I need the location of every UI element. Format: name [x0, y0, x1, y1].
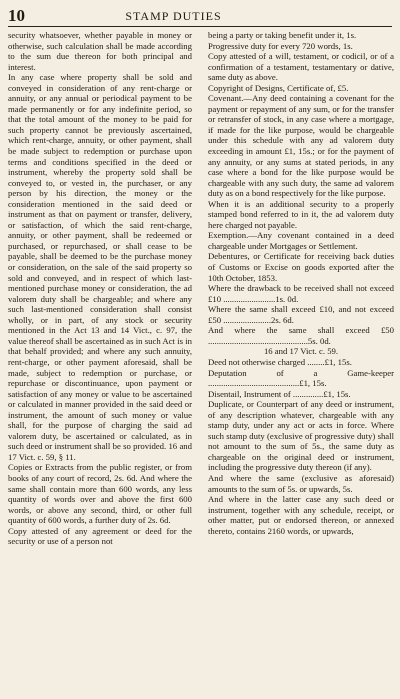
paragraph: Copy attested of any agreement or deed for the security or use of a person not — [8, 525, 192, 547]
paragraph: Deputation of a Game-keeper ..........................................£1, 15s. — [208, 367, 394, 389]
paragraph: Disentail, Instrument of ..............£1, 15s. — [208, 388, 351, 399]
paragraph: 16 and 17 Vict. c. 59. — [263, 346, 339, 357]
paragraph: Progressive duty for every 720 words, 1s. — [208, 40, 353, 51]
paragraph: Copies or Extracts from the public register, or from books of any court of record, 2s. 6d. And where the same shall contain more than 600 words, any less quantity of words over and above the first 600 words, or above any second, third, or other full quantity of 600 words, a further duty of 2s. 6d. — [8, 462, 192, 526]
running-title: STAMP DUTIES — [125, 8, 222, 23]
paragraph: And where the same (exclusive as aforesaid) amounts to the sum of 5s. or upwards, 5s. — [208, 472, 394, 494]
paragraph: And where the same shall exceed £50 ..............................................5s. 0d. — [208, 325, 394, 346]
paragraph: Deed not otherwise charged ........£1, 15s. — [208, 356, 352, 367]
paragraph: Covenant.—Any deed containing a covenant for the payment or repayment of any sum, or for the transfer or retransfer of stock, in any case where a mortgage, if made for the like purpose, would be chargeable under this schedule with any ad valorem duty exceeding in amount £1, 15s.; or for the payment of any annuity, or any sums at stated periods, in any case where a bond for the like purpose would be chargeable with any such duty, the same ad valorem duty as on a bond respectively for the like purpose. — [208, 93, 394, 199]
page-number: 10 — [8, 6, 25, 25]
paragraph: Where the drawback to be received shall not exceed £10 ........................1s. 0d. — [208, 283, 394, 304]
right-column — [208, 30, 394, 692]
paragraph: being a party or taking benefit under it, 1s. — [208, 30, 357, 40]
paragraph: Exemption.—Any covenant contained in a deed chargeable under Mortgages or Settlement. — [208, 230, 394, 251]
paragraph: And where in the latter case any such deed or instrument, together with any schedule, receipt, or other matter, put or endorsed thereon, or annexed thereto, contains 2160 words, or upwards, — [208, 494, 394, 536]
paragraph: When it is an additional security to a properly stamped bond referred to in it, the ad valorem duty here charged not payable. — [208, 198, 394, 230]
paragraph: Copy attested of a will, testament, or codicil, or of a confirmation of a testament, testamentary or dative, same duty as above. — [208, 51, 394, 83]
paragraph: Debentures, or Certificate for receiving back duties of Customs or Excise on goods exported after the 10th October, 1853. — [208, 251, 394, 283]
page-header — [8, 6, 392, 27]
paragraph: Duplicate, or Counterpart of any deed or instrument, of any description whatever, chargeable with any stamp duty, under any act or acts in force. Where such stamp duty (exclusive of progressive duty) shall not amount to the sum of 5s., the same duty as chargeable on the original deed or instrument, including the progressive duty thereon (if any). — [208, 399, 394, 473]
paragraph: Where the same shall exceed £10, and not exceed £50 ......................2s. 6d. — [208, 304, 394, 325]
paragraph: In any case where property shall be sold and conveyed in consideration of any rent-charge or annuity, or any annual or periodical payment to be made permanently or for any indefinite period, so that the total amount of the money to be paid for such property cannot be previously ascertained, which rent-charge, annuity, or other payment, shall be made subject to redemption or purchase upon terms and conditions specified in the deed or instrument, whereby the property sold shall be conveyed to, or vested in, the purchaser, or any person by his direction, the money or the consideration mentioned in the said deed or instrument as that on payment or transfer, delivery, or satisfaction, of which the said rent-charge, annuity, or other payment, shall be redeemed or purchased, or repurchased, or shall cease to be payable, shall be deemed to be the purchase money or consideration, on the sale of the said property so sold and conveyed, and in respect of which last-mentioned purchase money or consideration, the ad valorem duty shall be chargeable; and where any such last-mentioned consideration shall consist wholly, or in part, of any stock or security mentioned in the Act 13 and 14 Vict., c. 97, the value thereof shall be ascertained as in such Act is in that behalf provided; and where any such annuity, rent-charge, or other payment aforesaid, shall be made, subject to redemption or purchase, or repurchase or discontinuance, upon payment or satisfaction of any money or value to be ascertained or calculated in manner provided in the said deed or instrument, the amount of such money or value shall, for the purpose of charging the said ad valorem duty, be ascertained or calculated, as in such deed or instrument shall be so provided. 16 and 17 Vict. c. 59, § 11. — [8, 72, 192, 462]
paragraph: security whatsoever, whether payable in money or otherwise, such calculation shall be made according to the sum due thereon for both principal and interest. — [8, 30, 192, 72]
paragraph: Copyright of Designs, Certificate of, £5. — [208, 82, 349, 93]
left-column — [8, 30, 192, 692]
